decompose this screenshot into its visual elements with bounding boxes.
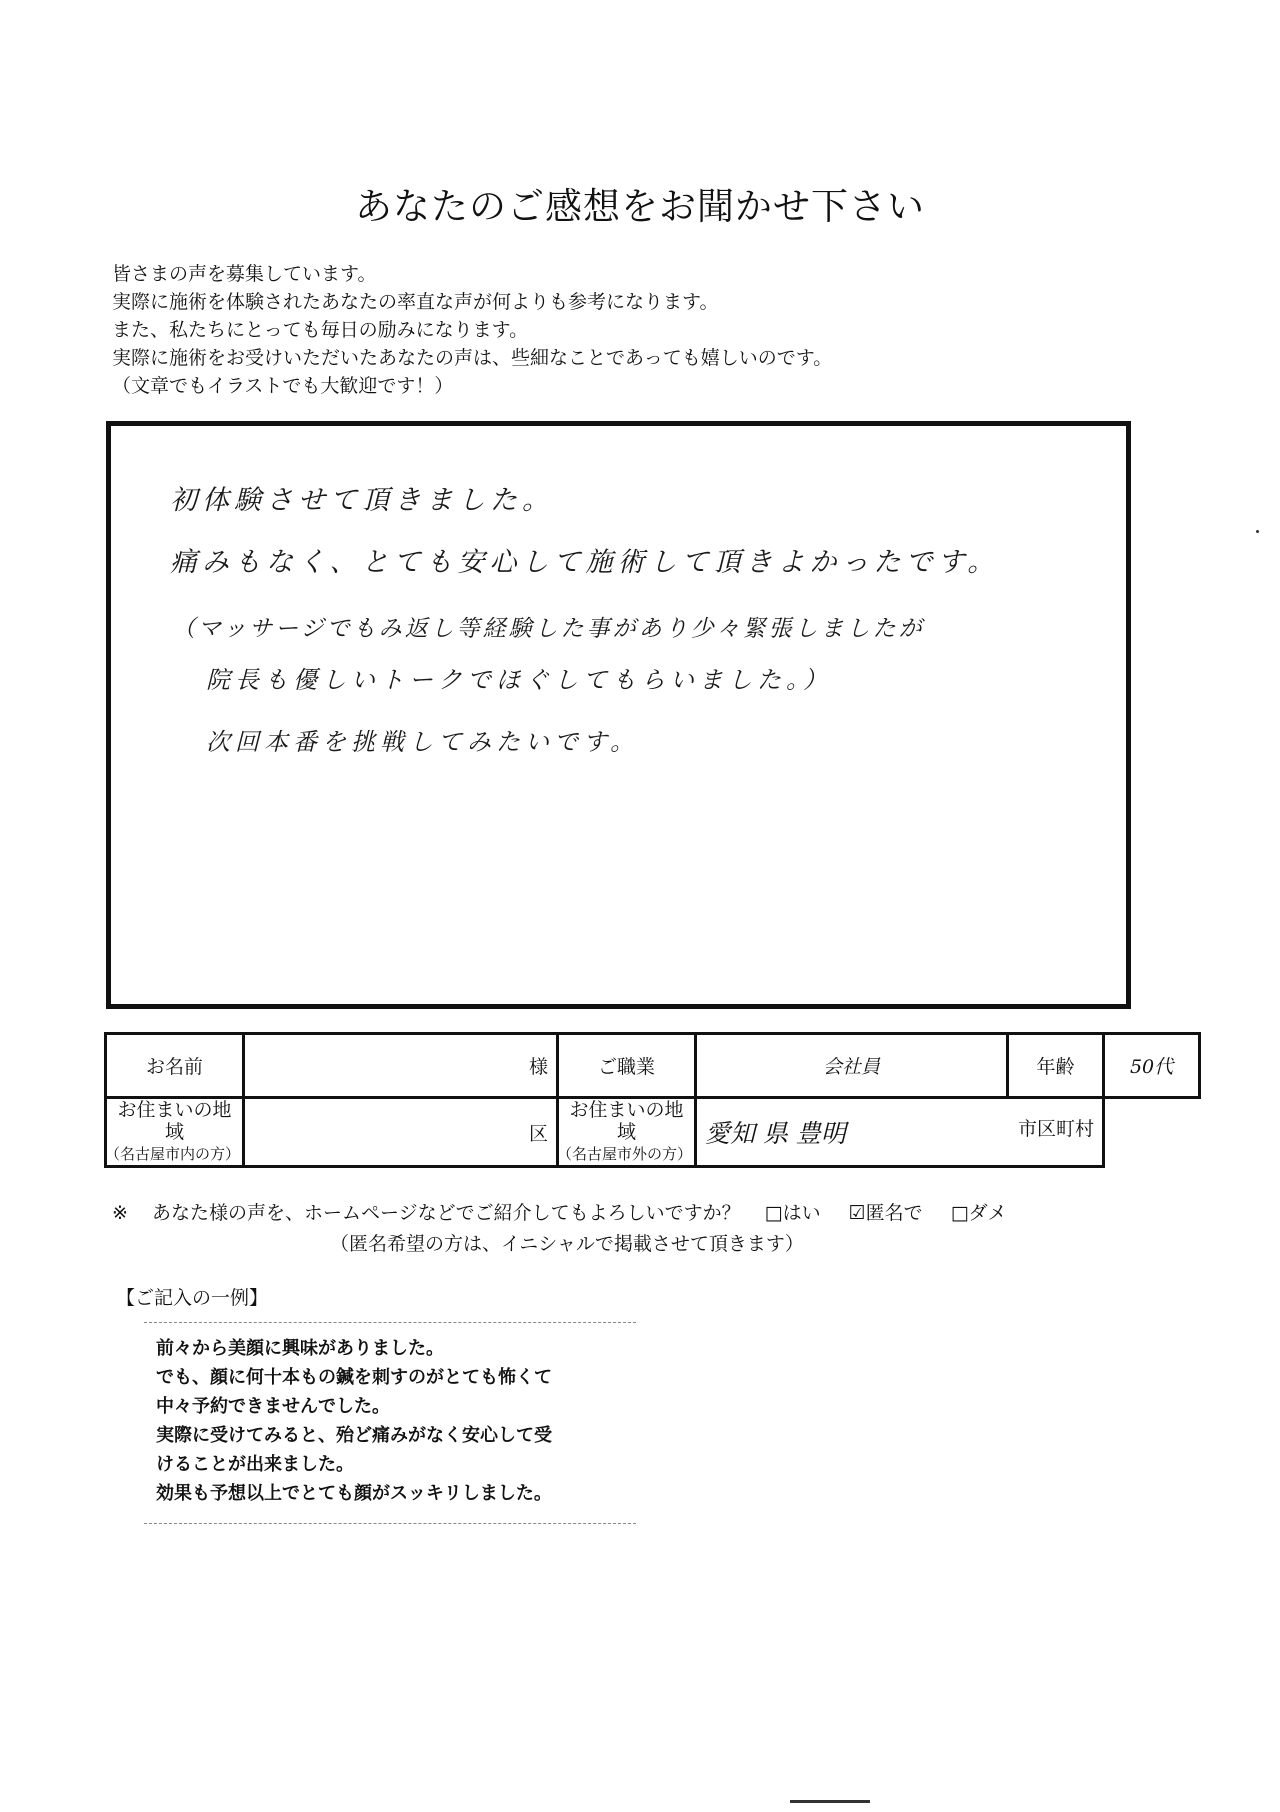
consent-option-yes[interactable]: □はい: [764, 1202, 821, 1224]
intro-line: 実際に施術を体験されたあなたの率直な声が何よりも参考になります。: [112, 291, 719, 313]
consent-option-no[interactable]: □ダメ: [950, 1202, 1007, 1224]
age-label: 年齢: [1008, 1034, 1104, 1098]
name-suffix: 様: [529, 1056, 549, 1078]
page-title: あなたのご感想をお聞かせ下さい: [355, 185, 925, 228]
area-out-label-line: お住まいの地域: [569, 1099, 684, 1143]
example-line: 実際に受けてみると、殆ど痛みがなく安心して受: [156, 1425, 552, 1446]
comment-line: （マッサージでもみ返し等経験した事があり少々緊張しましたが: [172, 616, 925, 642]
area-out-label-line: （名古屋市外の方）: [557, 1145, 693, 1163]
example-line: 前々から美顔に興味がありました。: [156, 1338, 444, 1359]
name-label: お名前: [106, 1034, 244, 1098]
example-line: 中々予約できませんでした。: [156, 1396, 390, 1417]
area-out-field[interactable]: [696, 1098, 1104, 1167]
note-mark: ※: [112, 1202, 128, 1224]
scan-speck: [1256, 530, 1259, 533]
area-in-label: [106, 1098, 244, 1167]
consent-option-anonymous[interactable]: ☑匿名で: [848, 1202, 923, 1224]
intro-line: （文章でもイラストでも大歓迎です！）: [112, 375, 454, 397]
comment-line: 院長も優しいトークでほぐしてもらいました。）: [206, 666, 832, 694]
example-line: でも、顔に何十本もの鍼を刺すのがとても怖くて: [156, 1367, 552, 1388]
example-line: 効果も予想以上でとても顔がスッキリしました。: [156, 1483, 552, 1504]
age-field[interactable]: 50代: [1104, 1034, 1200, 1098]
example-line: けることが出来ました。: [156, 1454, 354, 1475]
job-label: ご職業: [558, 1034, 696, 1098]
info-row-1: [106, 1034, 1200, 1098]
consent-note: （匿名希望の方は、イニシャルで掲載させて頂きます）: [330, 1233, 804, 1255]
example-text: [156, 1334, 552, 1508]
info-table: [104, 1032, 1201, 1168]
comment-line: 次回本番を挑戦してみたいです。: [206, 728, 640, 756]
name-field[interactable]: [244, 1034, 558, 1098]
footer-mark: [790, 1800, 870, 1812]
empty-cell: [1104, 1098, 1200, 1167]
comment-line: 痛みもなく、とても安心して施術して頂きよかったです。: [170, 547, 1000, 578]
area-out-value: 愛知 県 豊明: [705, 1119, 846, 1148]
consent-question-text: あなた様の声を、ホームページなどでご紹介してもよろしいですか？: [151, 1202, 741, 1224]
area-out-label: [558, 1098, 696, 1167]
intro-line: 皆さまの声を募集しています。: [112, 263, 377, 285]
area-in-suffix: 区: [529, 1122, 549, 1145]
area-out-suffix: 市区町村: [1018, 1118, 1095, 1140]
intro-text: [112, 260, 832, 400]
intro-line: また、私たちにとっても毎日の励みになります。: [112, 319, 529, 341]
comment-line: 初体験させて頂きました。: [170, 485, 554, 516]
intro-line: 実際に施術をお受けいただいたあなたの声は、些細なことであっても嬉しいのです。: [112, 347, 833, 369]
example-title: 【ご記入の一例】: [116, 1287, 269, 1309]
job-field[interactable]: 会社員: [696, 1034, 1008, 1098]
area-in-label-line: （名古屋市内の方）: [105, 1145, 241, 1163]
consent-question: [112, 1198, 1029, 1225]
area-in-label-line: お住まいの地域: [117, 1099, 232, 1143]
info-row-2: [106, 1098, 1200, 1167]
area-in-field[interactable]: [244, 1098, 558, 1167]
